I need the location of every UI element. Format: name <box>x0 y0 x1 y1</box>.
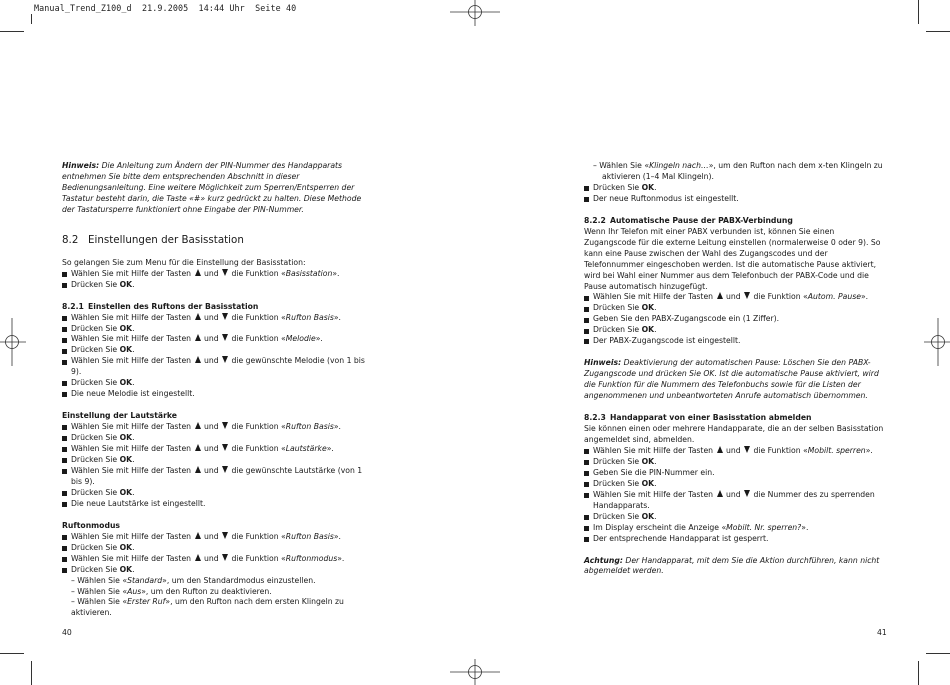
step-enter-pabx-code: Geben Sie den PABX-Zugangscode ein (1 Ziffer). <box>584 314 886 325</box>
arrow-down-icon <box>222 334 228 341</box>
arrow-down-icon <box>222 532 228 539</box>
step-choose-basisstation: Wählen Sie mit Hilfe der Tasten und die Funktion «Basisstation». <box>62 269 374 280</box>
option-erster-ruf: – Wählen Sie «Erster Ruf», um den Rufton nach dem ersten Klingeln zu aktivieren. <box>71 597 344 618</box>
step-press-ok: Drücken Sie OK. <box>62 455 374 466</box>
arrow-down-icon <box>222 444 228 451</box>
step-display-message: Im Display erscheint die Anzeige «Mobilt. Nr. sperren?». <box>584 523 886 534</box>
step-choose-rufton-basis: Wählen Sie mit Hilfe der Tasten und die Funktion «Rufton Basis». <box>62 532 374 543</box>
step-melody-done: Die neue Melodie ist eingestellt. <box>62 389 374 400</box>
subsection-heading-823: 8.2.3 Handapparat von einer Basisstation abmelden <box>584 413 812 423</box>
step-mode-done: Der neue Ruftonmodus ist eingestellt. <box>584 194 886 205</box>
crop-mark-bottom-left-v <box>31 661 32 685</box>
step-press-ok: Drücken Sie OK. <box>584 512 886 523</box>
arrow-up-icon <box>195 466 201 473</box>
arrow-up-icon <box>195 269 201 276</box>
warning-note <box>584 556 886 578</box>
option-aus: – Wählen Sie «Aus», um den Rufton zu deaktivieren. <box>71 586 272 596</box>
arrow-up-icon <box>195 444 201 451</box>
step-choose-lautstaerke: Wählen Sie mit Hilfe der Tasten und die Funktion «Lautstärke». <box>62 444 374 455</box>
arrow-down-icon <box>744 446 750 453</box>
left-page-column <box>62 161 374 619</box>
subsection-heading-821: 8.2.1 Einstellen des Ruftons der Basisstation <box>62 301 259 311</box>
arrow-up-icon <box>195 532 201 539</box>
step-handset-done: Der entsprechende Handapparat ist gesperrt. <box>584 534 886 545</box>
arrow-up-icon <box>717 292 723 299</box>
warning-text: Der Handapparat, mit dem Sie die Aktion durchführen, kann nicht abgemeldet werden. <box>584 555 880 576</box>
arrow-down-icon <box>222 269 228 276</box>
section-intro: So gelangen Sie zum Menu für die Einstellung der Basisstation: <box>62 257 306 267</box>
arrow-up-icon <box>195 356 201 363</box>
right-page-column <box>584 161 886 577</box>
arrow-down-icon <box>222 313 228 320</box>
crop-mark-top-right-v <box>918 0 919 24</box>
step-press-ok: Drücken Sie OK. <box>584 183 886 194</box>
note-pin <box>62 161 374 216</box>
registration-mark-left <box>0 318 26 366</box>
ringmode-heading: Ruftonmodus <box>62 520 121 530</box>
print-slug: Manual_Trend_Z100_d 21.9.2005 14:44 Uhr Seite 40 <box>34 3 297 13</box>
warning-label: Achtung: <box>584 555 623 565</box>
arrow-down-icon <box>744 292 750 299</box>
step-press-ok: Drücken Sie OK. <box>62 433 374 444</box>
arrow-up-icon <box>717 490 723 497</box>
subsection-heading-822: 8.2.2 Automatische Pause der PABX-Verbindung <box>584 215 793 225</box>
deregister-description: Sie können einen oder mehrere Handapparate, die an der selben Basisstation angemeldet sind, abmelden. <box>584 424 884 444</box>
step-press-ok: Drücken Sie OK. <box>584 479 886 490</box>
option-klingeln-nach: – Wählen Sie «Klingeln nach…», um den Rufton nach dem x-ten Klingeln zu aktivieren (1–4 Mal Klingeln). <box>593 161 883 181</box>
step-choose-ruftonmodus: Wählen Sie mit Hilfe der Tasten und die Funktion «Ruftonmodus». <box>62 554 374 565</box>
arrow-up-icon <box>195 422 201 429</box>
step-press-ok: Drücken Sie OK. <box>62 565 374 576</box>
crop-mark-top-left <box>0 31 24 32</box>
step-press-ok: Drücken Sie OK. <box>62 280 374 291</box>
arrow-down-icon <box>222 422 228 429</box>
arrow-up-icon <box>717 446 723 453</box>
step-choose-melodie: Wählen Sie mit Hilfe der Tasten und die Funktion «Melodie». <box>62 334 374 345</box>
section-heading: 8.2 Einstellungen der Basisstation <box>62 233 244 246</box>
crop-mark-bottom-right-v <box>918 661 919 685</box>
crop-mark-top-left-v <box>31 14 32 24</box>
arrow-down-icon <box>222 356 228 363</box>
step-press-ok: Drücken Sie OK. <box>62 345 374 356</box>
crop-mark-top-right <box>926 31 950 32</box>
note-text: Die Anleitung zum Ändern der PIN-Nummer des Handapparats entnehmen Sie bitte dem entsprechenden Abschnitt in dieser Bedienungsanleitung. Eine weitere Möglichkeit zum Sperren/Entsperren der Tastatur besteht darin, die Taste «#» kurz gedrückt zu halten. Diese Methode der Tastatursperre funktioniert ohne Eingabe der PIN-Nummer. <box>62 161 362 214</box>
volume-heading: Einstellung der Lautstärke <box>62 411 177 421</box>
step-press-ok: Drücken Sie OK. <box>584 457 886 468</box>
step-enter-pin: Geben Sie die PIN-Nummer ein. <box>584 468 886 479</box>
page-number-left: 40 <box>62 628 72 637</box>
crop-mark-bottom-left <box>0 653 24 654</box>
pabx-description: Wenn Ihr Telefon mit einer PABX verbunden ist, können Sie einen Zugangscode für die externe Leitung einstellen (normalerweise 0 oder 9). So kann eine Pause zwischen der Wahl des Zugangscodes und der Telefonnummer eingeschoben werden. Ist die automatische Pause aktiviert, wird bei Wahl einer Nummer aus dem Telefonbuch der PABX-Code und die Pause automatisch hinzugefügt. <box>584 226 881 291</box>
arrow-down-icon <box>222 466 228 473</box>
step-press-ok: Drücken Sie OK. <box>62 378 374 389</box>
step-choose-rufton-basis: Wählen Sie mit Hilfe der Tasten und die Funktion «Rufton Basis». <box>62 422 374 433</box>
arrow-down-icon <box>222 554 228 561</box>
registration-mark-right <box>924 318 950 366</box>
step-press-ok: Drücken Sie OK. <box>62 324 374 335</box>
arrow-up-icon <box>195 334 201 341</box>
step-press-ok: Drücken Sie OK. <box>584 325 886 336</box>
step-press-ok: Drücken Sie OK. <box>584 303 886 314</box>
step-press-ok: Drücken Sie OK. <box>62 543 374 554</box>
step-choose-volume-level: Wählen Sie mit Hilfe der Tasten und die gewünschte Lautstärke (von 1 bis 9). <box>62 466 374 488</box>
note-label: Hinweis: <box>62 161 100 170</box>
crop-mark-bottom-right <box>926 653 950 654</box>
registration-mark-top <box>450 0 500 26</box>
step-press-ok: Drücken Sie OK. <box>62 488 374 499</box>
step-choose-handset-number: Wählen Sie mit Hilfe der Tasten und die Nummer des zu sperrenden Handapparats. <box>584 490 886 512</box>
step-choose-autom-pause: Wählen Sie mit Hilfe der Tasten und die Funktion «Autom. Pause». <box>584 292 886 303</box>
note-pabx <box>584 358 886 402</box>
registration-mark-bottom <box>450 659 500 685</box>
arrow-up-icon <box>195 554 201 561</box>
arrow-up-icon <box>195 313 201 320</box>
note-label: Hinweis: <box>584 358 622 368</box>
option-standard: – Wählen Sie «Standard», um den Standardmodus einzustellen. <box>71 575 316 585</box>
step-choose-mobilt-sperren: Wählen Sie mit Hilfe der Tasten und die Funktion «Mobilt. sperren». <box>584 446 886 457</box>
page-number-right: 41 <box>877 628 887 637</box>
step-volume-done: Die neue Lautstärke ist eingestellt. <box>62 499 374 510</box>
arrow-down-icon <box>744 490 750 497</box>
step-choose-melody-number: Wählen Sie mit Hilfe der Tasten und die gewünschte Melodie (von 1 bis 9). <box>62 356 374 378</box>
step-pabx-done: Der PABX-Zugangscode ist eingestellt. <box>584 336 886 347</box>
note-text: Deaktivierung der automatischen Pause: Löschen Sie den PABX-Zugangscode und drücken Sie OK. Ist die automatische Pause aktiviert, wird die Funktion für die Nummern des Telefonbuchs sowie für die Listen der angenommenen und unbeantworteten Anrufe automatisch übernommen. <box>584 358 879 401</box>
step-choose-rufton-basis: Wählen Sie mit Hilfe der Tasten und die Funktion «Rufton Basis». <box>62 313 374 324</box>
